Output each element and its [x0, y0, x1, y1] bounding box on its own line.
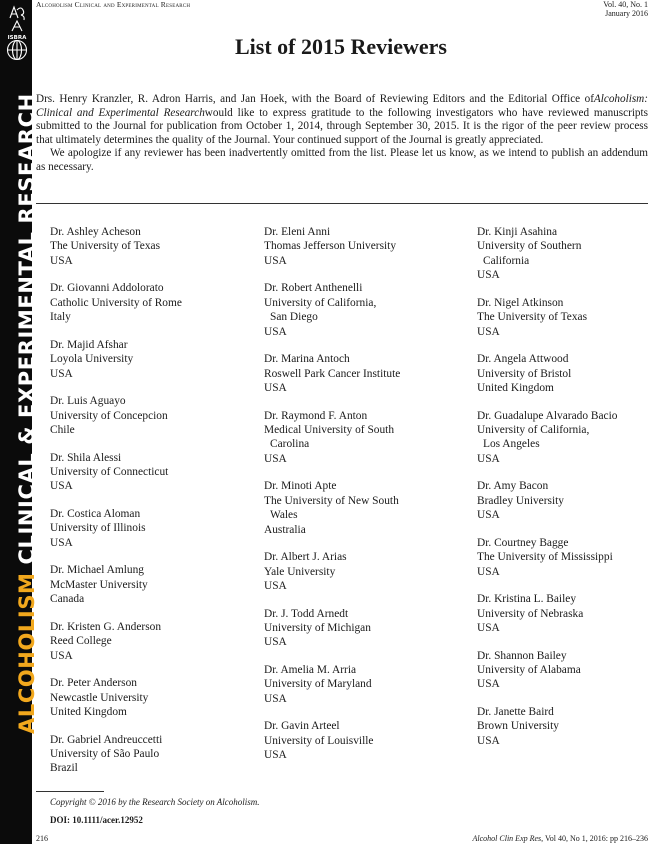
- reviewer-entry: [477, 479, 650, 522]
- reviewer-affiliation-line: Australia: [264, 523, 306, 536]
- section-divider: [36, 203, 648, 204]
- reviewer-entry: [477, 225, 650, 283]
- reviewer-name: Dr. Michael Amlung: [50, 564, 144, 577]
- reviewer-affiliation-line: University of Southern: [477, 240, 582, 253]
- sidebar-title-rest: CLINICAL & EXPERIMENTAL RESEARCH: [15, 93, 39, 565]
- reviewer-affiliation-line: USA: [477, 325, 500, 338]
- reviewer-entry: [50, 281, 250, 324]
- reviewer-entry: [477, 296, 650, 339]
- reviewer-affiliation-line: USA: [264, 325, 287, 338]
- journal-name-italic: Alcoholism: Clinical and Experimental Research: [36, 93, 648, 119]
- reviewer-entry: [50, 451, 250, 494]
- reviewer-affiliation-line: California: [483, 254, 530, 267]
- reviewer-name: Dr. Eleni Anni: [264, 226, 331, 238]
- intro-paragraph-1: Drs. Henry Kranzler, R. Adron Harris, and Jan Hoek, with the Board of Reviewing Editors and the Editorial Office ofAlcoholism: Clinical and Experimental Researchwould like to express gratitude to the following investigators who have reviewed manuscripts submitted to the Journal for publication from October 1, 2014, through September 30, 2015. It is the rigor of the peer review process that ultimately determines the quality of the Journal. Your continued support of the Journal is greatly appreciated.: [36, 93, 648, 146]
- reviewer-entry: [264, 479, 464, 537]
- reviewer-affiliation-line: Reed College: [50, 635, 112, 648]
- reviewer-name: Dr. Costica Aloman: [50, 508, 141, 521]
- reviewer-column-1: [50, 225, 250, 789]
- reviewer-affiliation-line: USA: [477, 565, 500, 578]
- reviewer-name: Dr. Raymond F. Anton: [264, 409, 368, 422]
- reviewer-affiliation-line: San Diego: [270, 311, 318, 324]
- page-title: List of 2015 Reviewers: [234, 34, 447, 59]
- reviewer-affiliation-line: USA: [477, 452, 500, 465]
- reviewer-affiliation-line: Thomas Jefferson University: [264, 240, 397, 253]
- reviewer-affiliation-line: University of Concepcion: [50, 409, 168, 422]
- reviewer-name: Dr. Courtney Bagge: [477, 536, 569, 549]
- reviewer-affiliation-line: USA: [264, 636, 287, 649]
- reviewer-affiliation-line: Catholic University of Rome: [50, 296, 182, 309]
- reviewer-name: Dr. Marina Antoch: [264, 353, 350, 366]
- page-number: 216: [36, 834, 48, 843]
- reviewer-affiliation-line: University of Nebraska: [477, 607, 584, 620]
- reviewer-affiliation-line: University of Bristol: [477, 367, 572, 380]
- reviewer-name: Dr. Nigel Atkinson: [477, 296, 564, 309]
- reviewer-affiliation-line: USA: [477, 622, 500, 635]
- reviewer-entry: [264, 607, 464, 650]
- reviewer-name: Dr. Shila Alessi: [50, 451, 122, 464]
- reviewer-affiliation-line: The University of Texas: [50, 240, 161, 253]
- reviewer-affiliation-line: University of California,: [477, 424, 590, 437]
- reviewer-affiliation-line: Bradley University: [477, 494, 564, 507]
- reviewer-name: Dr. Majid Afshar: [50, 338, 128, 351]
- reviewer-affiliation-line: The University of Texas: [477, 311, 588, 324]
- reviewer-affiliation-line: Medical University of South: [264, 424, 395, 437]
- reviewer-name: Dr. Kristina L. Bailey: [477, 593, 577, 606]
- reviewer-name: Dr. Shannon Bailey: [477, 649, 567, 662]
- reviewer-entry: [50, 507, 250, 550]
- reviewer-affiliation-line: USA: [50, 367, 73, 380]
- isbra-logo-icon: [4, 4, 30, 66]
- reviewer-name: Dr. Amy Bacon: [477, 480, 549, 493]
- reviewer-affiliation-line: Brown University: [477, 720, 559, 733]
- reviewer-name: Dr. Gabriel Andreuccetti: [50, 733, 163, 746]
- reviewer-affiliation-line: USA: [50, 480, 73, 493]
- reviewer-entry: [264, 281, 464, 339]
- sidebar-title-alcoholism: ALCOHOLISM: [15, 572, 39, 734]
- reviewer-entry: [50, 733, 250, 776]
- reviewer-entry: [50, 394, 250, 437]
- footnote-divider: [36, 791, 104, 792]
- reviewer-entry: [264, 409, 464, 467]
- reviewer-affiliation-line: Roswell Park Cancer Institute: [264, 367, 401, 380]
- volume-label: Vol. 40, No. 1: [603, 0, 648, 9]
- running-header-issue: [603, 0, 648, 18]
- sidebar-journal-title: [17, 93, 38, 734]
- reviewer-entry: [50, 563, 250, 606]
- journal-sidebar: [0, 0, 39, 844]
- reviewer-entry: [264, 225, 464, 268]
- reviewer-affiliation-line: University of Connecticut: [50, 466, 169, 479]
- svg-text:ISBRA: ISBRA: [7, 35, 27, 41]
- reviewer-affiliation-line: Wales: [270, 509, 298, 522]
- reviewer-column-2: [264, 225, 464, 776]
- reviewer-entry: [264, 719, 464, 762]
- reviewer-affiliation-line: University of Louisville: [264, 734, 374, 747]
- reviewer-affiliation-line: USA: [264, 452, 287, 465]
- reviewer-affiliation-line: United Kingdom: [50, 706, 127, 719]
- reviewer-name: Dr. Ashley Acheson: [50, 226, 141, 238]
- reviewer-affiliation-line: University of Michigan: [264, 622, 371, 635]
- reviewer-affiliation-line: USA: [264, 749, 287, 762]
- reviewer-affiliation-line: USA: [264, 692, 287, 705]
- reviewer-entry: [50, 676, 250, 719]
- reviewer-entry: [477, 649, 650, 692]
- reviewer-affiliation-line: Loyola University: [50, 353, 134, 366]
- reviewer-name: Dr. Amelia M. Arria: [264, 664, 357, 677]
- reviewer-affiliation-line: Newcastle University: [50, 691, 149, 704]
- reviewer-name: Dr. Albert J. Arias: [264, 551, 347, 564]
- reviewer-affiliation-line: University of California,: [264, 296, 377, 309]
- doi-label: DOI: 10.1111/acer.12952: [50, 815, 143, 825]
- reviewer-affiliation-line: University of Maryland: [264, 678, 372, 691]
- reviewer-name: Dr. J. Todd Arnedt: [264, 607, 349, 620]
- reviewer-affiliation-line: Canada: [50, 593, 85, 606]
- reviewer-entry: [50, 338, 250, 381]
- reviewer-affiliation-line: The University of New South: [264, 494, 399, 507]
- reviewer-affiliation-line: USA: [264, 580, 287, 593]
- reviewer-column-3: [477, 225, 650, 761]
- reviewer-entry: [50, 225, 250, 268]
- reviewer-name: Dr. Janette Baird: [477, 706, 554, 719]
- reviewer-name: Dr. Minoti Apte: [264, 480, 337, 493]
- reviewer-affiliation-line: USA: [477, 678, 500, 691]
- reviewer-affiliation-line: University of Alabama: [477, 664, 581, 677]
- reviewer-affiliation-line: Los Angeles: [483, 438, 540, 451]
- reviewer-entry: [477, 592, 650, 635]
- reviewer-affiliation-line: USA: [264, 254, 287, 267]
- reviewer-entry: [50, 620, 250, 663]
- reviewer-entry: [264, 663, 464, 706]
- reviewer-entry: [477, 705, 650, 748]
- reviewer-affiliation-line: USA: [50, 649, 73, 662]
- reviewer-name: Dr. Kristen G. Anderson: [50, 620, 162, 633]
- reviewer-name: Dr. Kinji Asahina: [477, 226, 558, 238]
- reviewer-name: Dr. Robert Anthenelli: [264, 282, 363, 295]
- citation-journal: Alcohol Clin Exp Res: [472, 834, 542, 843]
- reviewer-name: Dr. Giovanni Addolorato: [50, 282, 164, 295]
- issue-date: January 2016: [605, 9, 648, 18]
- citation: [473, 834, 648, 843]
- citation-details: , Vol 40, No 1, 2016: pp 216–236: [541, 834, 648, 843]
- reviewer-affiliation-line: McMaster University: [50, 578, 148, 591]
- reviewer-affiliation-line: USA: [477, 269, 500, 282]
- reviewer-name: Dr. Luis Aguayo: [50, 395, 126, 408]
- intro-paragraph-2: We apologize if any reviewer has been inadvertently omitted from the list. Please let us know, as we intend to publish an addendum as necessary.: [36, 147, 648, 173]
- reviewer-name: Dr. Peter Anderson: [50, 677, 137, 690]
- reviewer-affiliation-line: Yale University: [264, 565, 336, 578]
- reviewer-entry: [477, 352, 650, 395]
- running-header-journal: Alcoholism Clinical and Experimental Research: [36, 0, 191, 9]
- reviewer-affiliation-line: USA: [50, 254, 73, 267]
- reviewer-affiliation-line: Italy: [50, 311, 71, 324]
- intro-text: [36, 93, 648, 174]
- reviewer-affiliation-line: University of Illinois: [50, 522, 146, 535]
- reviewer-affiliation-line: USA: [477, 734, 500, 747]
- reviewer-affiliation-line: Brazil: [50, 762, 78, 775]
- reviewer-name: Dr. Angela Attwood: [477, 353, 569, 366]
- reviewer-affiliation-line: USA: [477, 509, 500, 522]
- reviewer-affiliation-line: United Kingdom: [477, 382, 554, 395]
- reviewer-affiliation-line: University of São Paulo: [50, 748, 160, 761]
- reviewer-entry: [477, 409, 650, 467]
- copyright-notice: Copyright © 2016 by the Research Society on Alcoholism.: [50, 797, 260, 807]
- reviewer-affiliation-line: Chile: [50, 424, 75, 437]
- reviewer-name: Dr. Gavin Arteel: [264, 720, 340, 733]
- reviewer-name: Dr. Guadalupe Alvarado Bacio: [477, 409, 618, 422]
- reviewer-entry: [477, 536, 650, 579]
- reviewer-affiliation-line: The University of Mississippi: [477, 551, 613, 564]
- reviewer-affiliation-line: USA: [50, 536, 73, 549]
- reviewer-entry: [264, 352, 464, 395]
- reviewer-affiliation-line: USA: [264, 382, 287, 395]
- reviewer-affiliation-line: Carolina: [270, 438, 310, 451]
- reviewer-entry: [264, 550, 464, 593]
